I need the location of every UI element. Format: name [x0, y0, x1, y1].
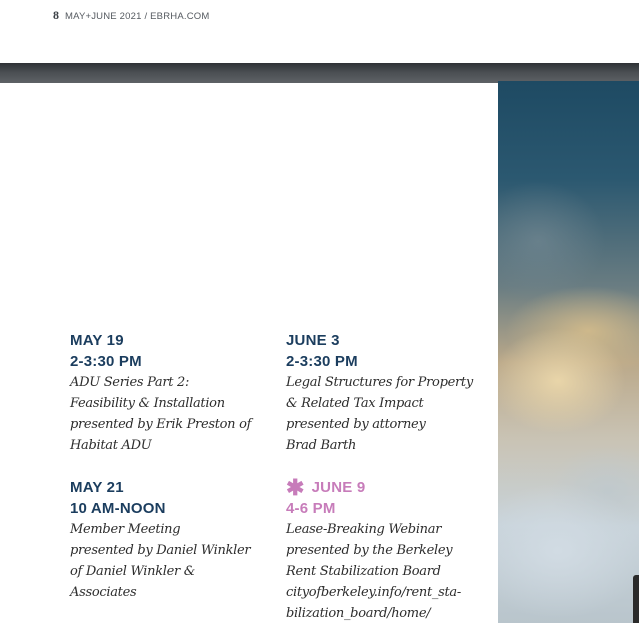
event-june-3: [286, 330, 486, 456]
event-date: MAY 21: [70, 479, 124, 496]
description-line: Habitat ADU: [70, 438, 152, 453]
header-divider-band: [0, 63, 639, 83]
event-description: [286, 519, 486, 623]
description-line: of Daniel Winkler &: [70, 564, 196, 579]
description-line: Feasibility & Installation: [70, 396, 225, 411]
event-may-19: [70, 330, 270, 456]
photo-silhouette: [633, 575, 639, 623]
event-june-9: [286, 477, 486, 623]
asterisk-icon: ✱: [286, 475, 305, 500]
page-number: 8: [53, 8, 59, 22]
description-line: presented by the Berkeley: [286, 543, 453, 558]
description-line: Legal Structures for Property: [286, 375, 473, 390]
events-column-right: [286, 330, 486, 623]
description-line: ADU Series Part 2:: [70, 375, 190, 390]
event-description: [286, 372, 486, 456]
description-line: Rent Stabilization Board: [286, 564, 441, 579]
sky-photo: [498, 81, 639, 623]
issue-label: MAY+JUNE 2021 / EBRHA.COM: [65, 11, 210, 22]
events-column-left: [70, 330, 270, 623]
event-may-21: [70, 477, 270, 603]
event-time: 10 AM-NOON: [70, 500, 166, 517]
event-description: [70, 519, 270, 603]
event-date: JUNE 3: [286, 332, 340, 349]
description-line: Associates: [70, 585, 137, 600]
description-line: presented by Erik Preston of: [70, 417, 252, 432]
event-time: 4-6 PM: [286, 500, 336, 517]
description-line: presented by Daniel Winkler: [70, 543, 251, 558]
description-line: presented by attorney: [286, 417, 426, 432]
event-url-line: cityofberkeley.info/rent_sta-: [286, 585, 461, 600]
event-description: [70, 372, 270, 456]
description-line: & Related Tax Impact: [286, 396, 424, 411]
event-date-text: JUNE 9: [311, 479, 366, 496]
event-time: 2-3:30 PM: [286, 353, 358, 370]
page-folio: [53, 8, 209, 23]
description-line: Member Meeting: [70, 522, 181, 537]
event-date-highlighted: [286, 477, 486, 498]
event-date: MAY 19: [70, 332, 124, 349]
event-time: 2-3:30 PM: [70, 353, 142, 370]
description-line: Lease-Breaking Webinar: [286, 522, 442, 537]
event-url-line: bilization_board/home/: [286, 606, 431, 621]
description-line: Brad Barth: [286, 438, 357, 453]
